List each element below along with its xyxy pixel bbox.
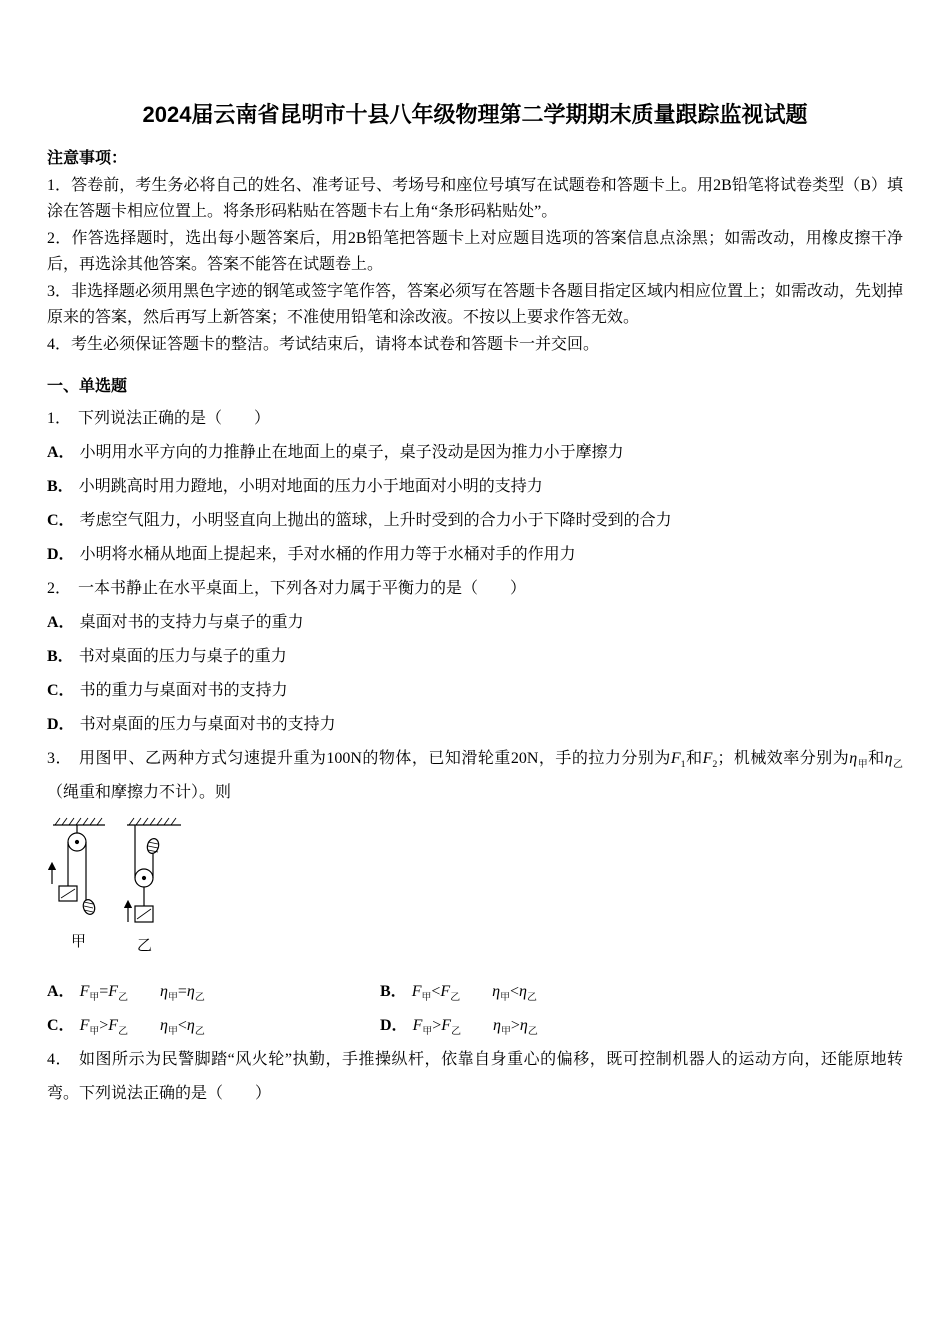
diagram-label-jia: 甲	[71, 934, 87, 950]
option-text: 小明跳高时用力蹬地，小明对地面的压力小于地面对小明的支持力	[78, 478, 543, 495]
option-label: C．	[47, 512, 75, 529]
question-3-option-b	[380, 975, 537, 1009]
notice-item-2: 2．作答选择题时，选出每小题答案后，用2B铅笔把答题卡上对应题目选项的答案信息点涂黑；如需改动，用橡皮擦干净后，再选涂其他答案。答案不能答在试题卷上。	[47, 229, 903, 273]
option-text: $F_甲>F_乙$ $\eta_甲<\eta_乙$	[79, 1017, 205, 1038]
question-stem-text: 下列说法正确的是（ ）	[78, 410, 271, 427]
question-3-option-d	[380, 1009, 538, 1043]
question-2-option-d	[47, 708, 903, 742]
option-label: B．	[47, 648, 74, 665]
hand-jia-icon	[81, 898, 96, 916]
question-2-stem	[47, 572, 903, 606]
section-header: 一、单选题	[47, 378, 128, 395]
ceiling-jia	[53, 818, 105, 825]
option-label: C．	[47, 1017, 75, 1034]
option-label: A．	[47, 983, 75, 1000]
question-3-stem	[47, 742, 903, 810]
question-number: 3．	[47, 750, 72, 767]
question-2-option-c	[47, 674, 903, 708]
page-title: 2024届云南省昆明市十县八年级物理第二学期期末质量跟踪监视试题	[142, 102, 808, 127]
option-label: B．	[380, 983, 407, 1000]
question-3-option-a	[47, 975, 380, 1009]
option-text: 桌面对书的支持力与桌子的重力	[79, 614, 304, 631]
option-label: B．	[47, 478, 74, 495]
question-number: 2．	[47, 580, 72, 597]
option-label: D．	[47, 716, 75, 733]
notice-header: 注意事项：	[47, 150, 128, 167]
question-2	[47, 572, 903, 742]
pulley-diagram	[47, 816, 903, 961]
fixed-pulley-jia	[68, 833, 86, 851]
option-label: A．	[47, 444, 75, 461]
question-stem-text: 一本书静止在水平桌面上，下列各对力属于平衡力的是（ ）	[78, 580, 527, 597]
weight-jia	[59, 886, 77, 901]
pulley-diagram-svg	[47, 816, 207, 956]
question-3	[47, 742, 903, 1043]
option-label: C．	[47, 682, 75, 699]
option-label: A．	[47, 614, 75, 631]
question-4	[47, 1043, 903, 1111]
option-text: 书对桌面的压力与桌子的重力	[78, 648, 287, 665]
weight-yi	[135, 906, 153, 922]
notice-item-3: 3．非选择题必须用黑色字迹的钢笔或签字笔作答，答案必须写在答题卡各题目指定区域内相应位置上；如需改动，先划掉原来的答案，然后再写上新答案；不准使用铅笔和涂改液。不按以上要求作答无效。	[47, 282, 904, 326]
notice-item-4: 4．考生必须保证答题卡的整洁。考试结束后，请将本试卷和答题卡一并交回。	[47, 335, 600, 353]
option-text: 书的重力与桌面对书的支持力	[79, 682, 288, 699]
question-stem-text: 用图甲、乙两种方式匀速提升重为100N的物体，已知滑轮重20N，手的拉力分别为$F_1$和$F_2$；机械效率分别为$\eta_甲$和$\eta_乙$（绳重和摩擦力不计）。则	[47, 750, 903, 801]
option-label: D．	[47, 546, 75, 563]
question-4-stem	[47, 1043, 903, 1111]
movable-pulley-yi	[135, 869, 153, 887]
option-text: 书对桌面的压力与桌面对书的支持力	[79, 716, 336, 733]
notice-item-1: 1．答卷前，考生务必将自己的姓名、准考证号、考场号和座位号填写在试题卷和答题卡上。用2B铅笔将试卷类型（B）填涂在答题卡相应位置上。将条形码粘贴在答题卡右上角“条形码粘贴处”。	[47, 176, 903, 220]
question-1-option-a	[47, 436, 903, 470]
option-text: 考虑空气阻力，小明竖直向上抛出的篮球，上升时受到的合力小于下降时受到的合力	[79, 512, 672, 529]
option-text: 小明将水桶从地面上提起来，手对水桶的作用力等于水桶对手的作用力	[79, 546, 576, 563]
diagram-label-yi: 乙	[137, 938, 153, 954]
question-stem-text: 如图所示为民警脚踏“风火轮”执勤，手推操纵杆，依靠自身重心的偏移，既可控制机器人的运动方向，还能原地转弯。下列说法正确的是（ ）	[47, 1051, 903, 1102]
question-number: 1．	[47, 410, 72, 427]
question-3-options-row-2	[47, 1009, 903, 1043]
notice-section	[47, 146, 903, 358]
question-3-options-row-1	[47, 975, 903, 1009]
question-3-option-c	[47, 1009, 380, 1043]
option-text: $F_甲>F_乙$ $\eta_甲>\eta_乙$	[412, 1017, 538, 1038]
question-1-stem	[47, 402, 903, 436]
option-text: 小明用水平方向的力推静止在地面上的桌子，桌子没动是因为推力小于摩擦力	[79, 444, 624, 461]
question-1-option-c	[47, 504, 903, 538]
question-number: 4．	[47, 1051, 73, 1068]
question-1	[47, 402, 903, 572]
option-text: $F_甲<F_乙$ $\eta_甲<\eta_乙$	[411, 983, 537, 1004]
ceiling-yi	[127, 818, 181, 825]
hand-yi-icon	[146, 837, 161, 854]
option-text: $F_甲=F_乙$ $\eta_甲=\eta_乙$	[79, 983, 205, 1004]
question-2-option-a	[47, 606, 903, 640]
option-label: D．	[380, 1017, 408, 1034]
question-1-option-d	[47, 538, 903, 572]
question-1-option-b	[47, 470, 903, 504]
question-2-option-b	[47, 640, 903, 674]
